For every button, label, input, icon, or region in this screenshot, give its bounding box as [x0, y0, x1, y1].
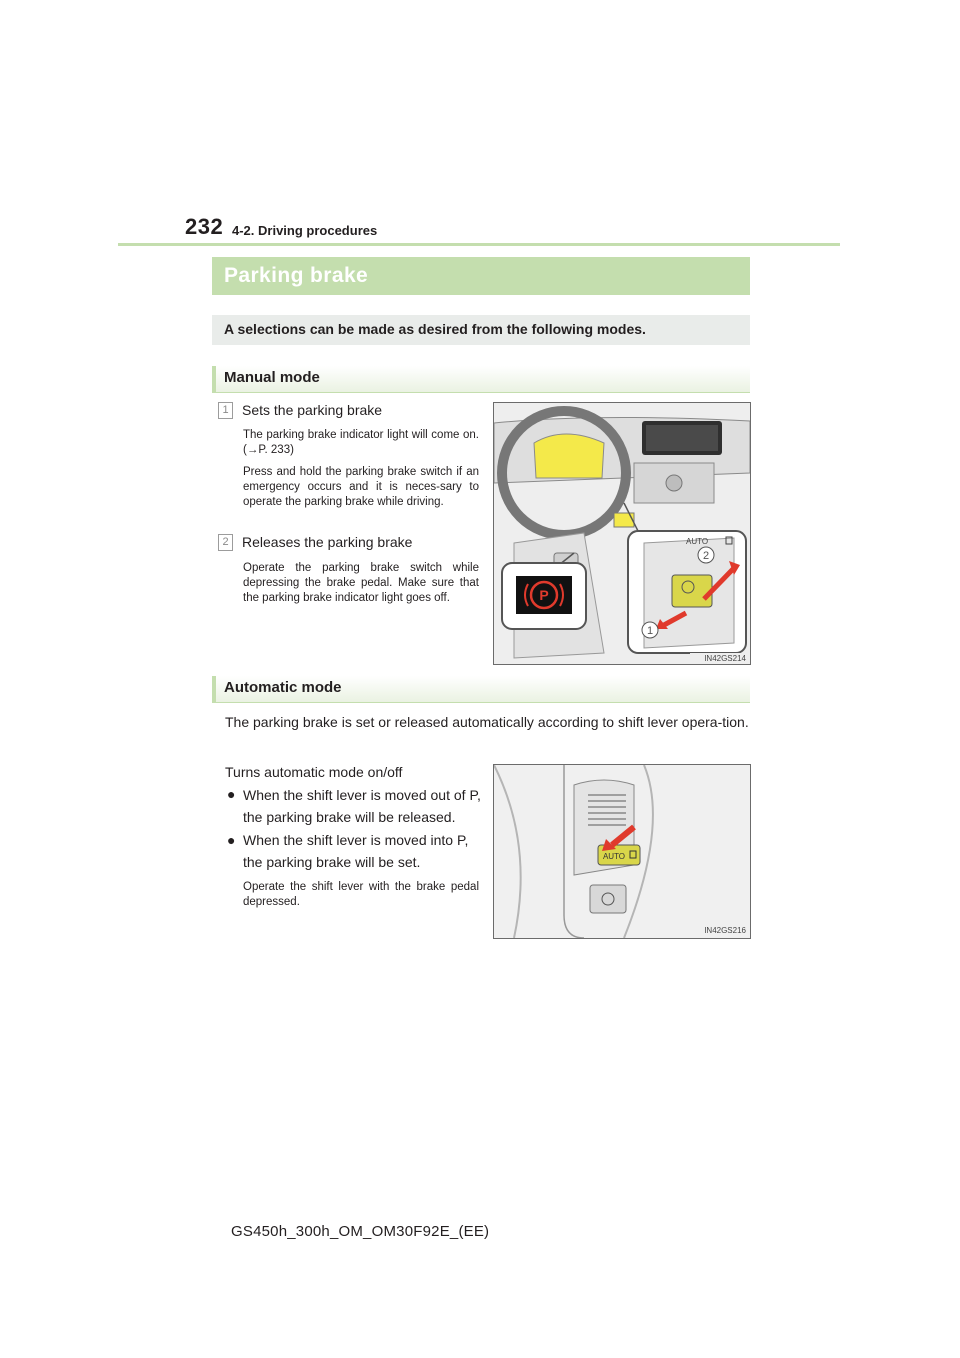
console-illustration: [494, 765, 750, 938]
document-footer: GS450h_300h_OM_OM30F92E_(EE): [231, 1223, 490, 1240]
step-2-badge: 2: [218, 534, 233, 551]
page-title: Parking brake: [224, 264, 369, 287]
intro-text: A selections can be made as desired from the following modes.: [224, 321, 646, 337]
title-banner: [212, 257, 750, 295]
step-2-note-1: Operate the parking brake switch while depressing the brake pedal. Make sure that the parking brake indicator light goes off.: [243, 562, 479, 604]
callout-1: 1: [646, 625, 654, 637]
step-1-note-1: The parking brake indicator light will come on. (→P. 233): [243, 429, 479, 456]
automatic-mode-heading-text: Automatic mode: [224, 679, 342, 696]
indicator-symbol: P: [539, 587, 549, 603]
bullet-1-dot: ●: [227, 786, 236, 802]
figure-1-code: IN42GS214: [704, 654, 746, 663]
manual-mode-figure: [493, 402, 751, 665]
fig1-auto-label: AUTO: [686, 537, 709, 546]
manual-mode-heading: [212, 366, 750, 393]
automatic-note: Operate the shift lever with the brake pedal depressed.: [243, 881, 479, 908]
intro-box: [212, 315, 750, 345]
header-rule: [118, 243, 840, 246]
section-label: 4-2. Driving procedures: [232, 223, 378, 238]
step-1-title: Sets the parking brake: [242, 402, 383, 418]
dashboard-illustration: [494, 403, 750, 664]
automatic-description: The parking brake is set or released automatically according to shift lever opera-tion.: [225, 714, 749, 730]
automatic-lead: Turns automatic mode on/off: [225, 764, 403, 780]
bullet-2-text: When the shift lever is moved into P, the parking brake will be set.: [243, 832, 469, 870]
automatic-mode-heading: [212, 676, 750, 703]
fig2-auto-label: AUTO: [602, 852, 626, 861]
page-number: 232: [185, 214, 224, 239]
callout-2: 2: [702, 550, 710, 562]
automatic-mode-figure: [493, 764, 751, 939]
bullet-1-text: When the shift lever is moved out of P, the parking brake will be released.: [243, 787, 481, 825]
figure-2-code: IN42GS216: [704, 926, 746, 935]
bullet-2-dot: ●: [227, 832, 236, 848]
step-1-badge: 1: [218, 402, 233, 419]
step-1-note-2: Press and hold the parking brake switch if an emergency occurs and it is neces-sary to operate the parking brake while driving.: [243, 466, 479, 508]
step-2-title: Releases the parking brake: [242, 534, 413, 550]
manual-mode-heading-text: Manual mode: [224, 369, 320, 386]
